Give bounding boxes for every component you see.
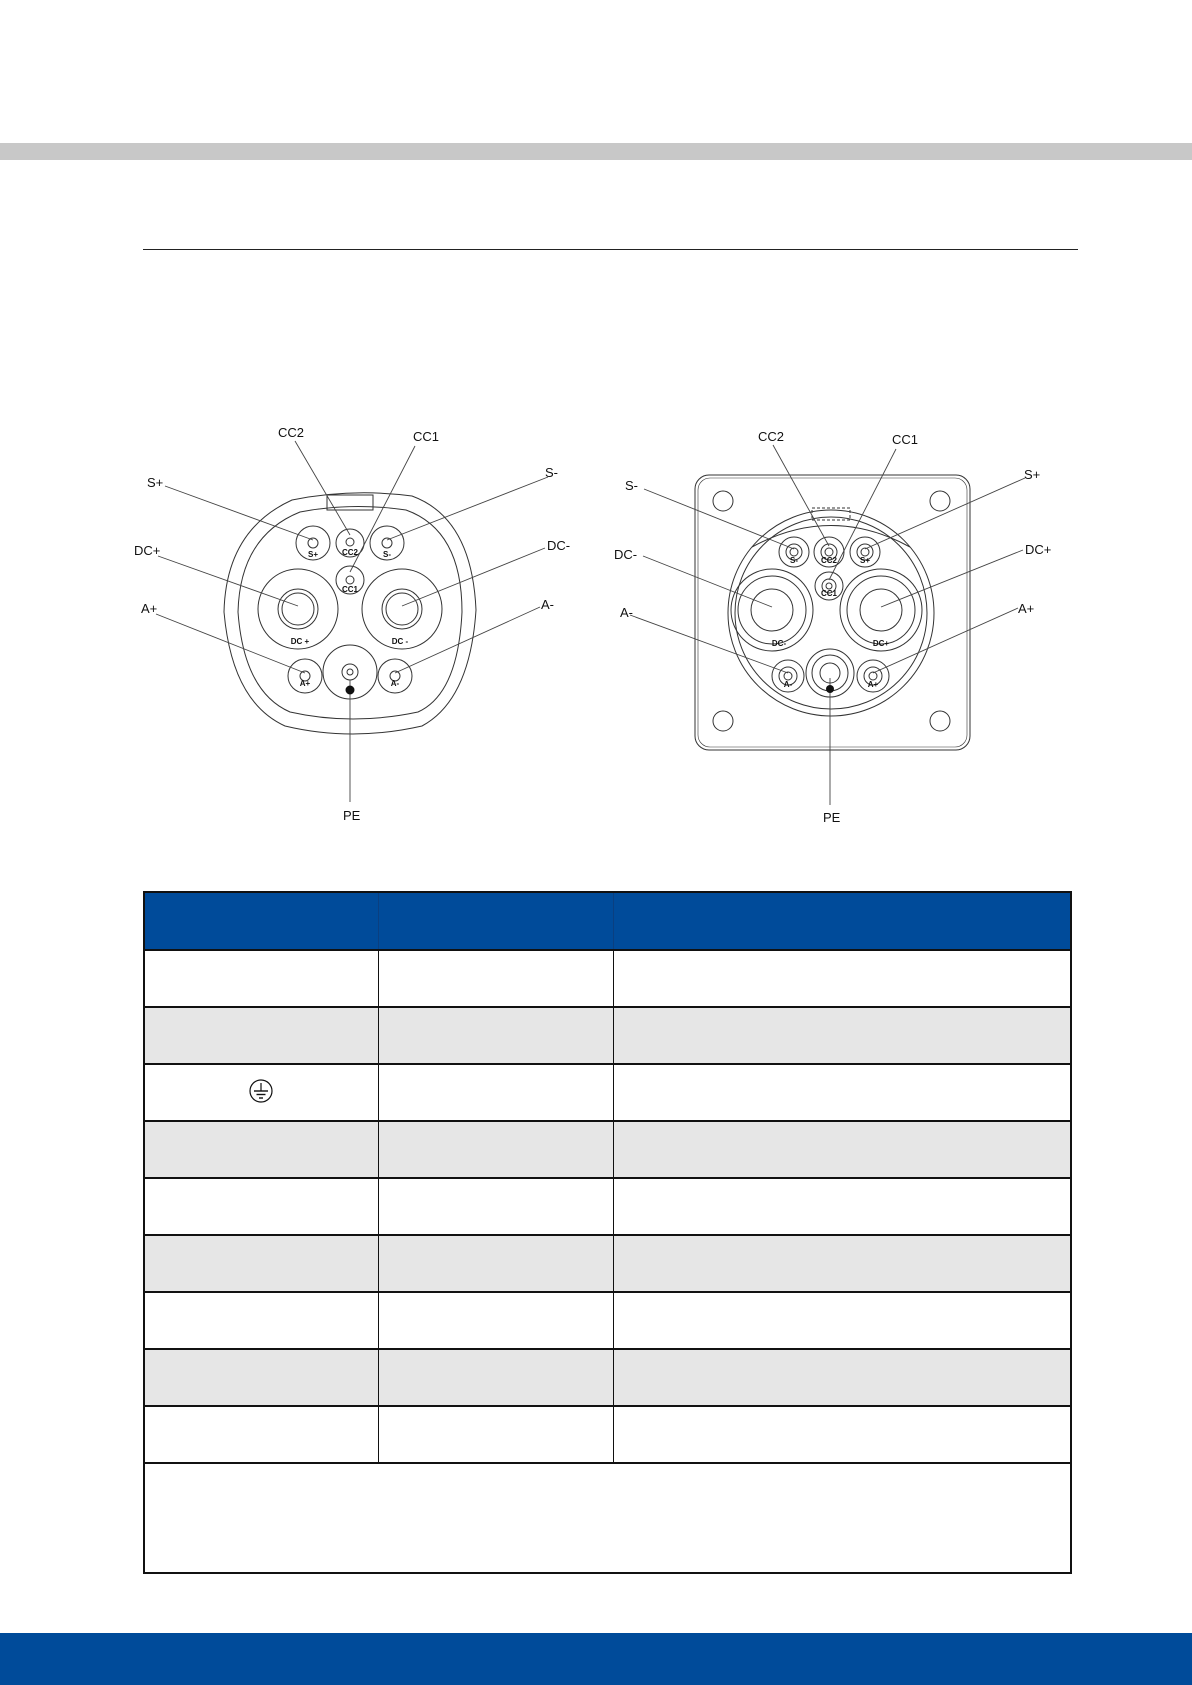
table-cell [144,950,378,1007]
left-label-pe: PE [343,808,361,823]
table-cell-ground [144,1064,378,1121]
right-connector-latch [812,508,850,520]
table-row [144,1292,1071,1349]
table-cell [613,1235,1071,1292]
table-cell [613,1292,1071,1349]
right-connector [630,445,1025,805]
left-label-s-minus: S- [545,465,558,480]
left-label-cc2: CC2 [278,425,305,440]
table-row [144,1007,1071,1064]
table-row [144,1406,1071,1463]
footer-band [0,1633,1192,1685]
table-header-row [144,892,1071,950]
right-mark-ground-icon [826,685,834,693]
right-label-a-plus: A+ [1018,601,1035,616]
left-mark-s-minus: S- [383,550,391,559]
left-connector-labels [134,425,570,823]
table-row [144,950,1071,1007]
left-mark-a-plus: A+ [299,679,311,688]
table-cell [613,950,1071,1007]
left-connector-housing [224,493,476,734]
table-cell [613,1121,1071,1178]
table-cell [144,1406,378,1463]
table-header-cell [378,892,613,950]
table-cell [613,1064,1071,1121]
table-row [144,1235,1071,1292]
table-cell [378,1064,613,1121]
table-header-cell [144,892,378,950]
table-cell [613,1007,1071,1064]
right-mark-dc-plus: DC+ [872,639,890,648]
left-mark-cc1: CC1 [341,585,359,594]
right-mark-s-minus: S- [790,556,798,565]
left-label-cc1: CC1 [413,429,440,444]
right-mark-cc2: CC2 [820,556,838,565]
pin-definition-table [143,891,1072,1574]
right-mark-dc-minus: DC- [771,639,787,648]
right-label-pe: PE [823,810,841,825]
left-connector-inner-wall [238,506,462,719]
table-header-cell [613,892,1071,950]
section-rule [143,249,1078,250]
table-cell [613,1349,1071,1406]
left-label-dc-minus: DC- [547,538,571,553]
right-mark-cc1: CC1 [820,589,838,598]
table-row [144,1064,1071,1121]
table-cell [378,1406,613,1463]
right-mark-a-plus: A+ [867,680,879,689]
right-label-s-plus: S+ [1024,467,1041,482]
right-mark-a-minus: A- [783,680,793,689]
left-mark-s-plus: S+ [307,550,319,559]
left-connector [156,441,548,802]
right-label-cc1: CC1 [892,432,919,447]
table-cell [378,1121,613,1178]
right-label-a-minus: A- [620,605,633,620]
left-label-dc-plus: DC+ [134,543,161,558]
left-mark-dc-minus: DC - [391,637,409,646]
table-cell [378,1007,613,1064]
table-cell [144,1121,378,1178]
table-row [144,1178,1071,1235]
left-label-s-plus: S+ [147,475,164,490]
table-cell [144,1007,378,1064]
left-mark-a-minus: A- [390,679,400,688]
left-mark-ground-icon [346,686,354,694]
table-cell [144,1292,378,1349]
right-connector-labels [614,429,1051,825]
protective-earth-icon [248,1078,274,1104]
left-label-a-minus: A- [541,597,554,612]
right-label-dc-plus: DC+ [1025,542,1052,557]
right-mark-s-plus: S+ [859,556,871,565]
table-row [144,1349,1071,1406]
table-cell [144,1235,378,1292]
right-connector-face [728,510,934,716]
right-connector-pin-marks [772,556,890,693]
table-cell [144,1178,378,1235]
table-cell [144,1349,378,1406]
table-cell [378,950,613,1007]
left-connector-latch [327,495,373,510]
table-cell [378,1349,613,1406]
right-label-s-minus: S- [625,478,638,493]
right-label-dc-minus: DC- [614,547,638,562]
left-connector-pin-marks [291,548,409,694]
table-cell [613,1178,1071,1235]
table-cell [378,1235,613,1292]
right-connector-flange [695,475,970,750]
table-cell [613,1406,1071,1463]
header-band [0,143,1192,160]
table-note [144,1463,1071,1573]
left-mark-cc2: CC2 [341,548,359,557]
table-row [144,1121,1071,1178]
right-label-cc2: CC2 [758,429,785,444]
left-label-a-plus: A+ [141,601,158,616]
table-note-row [144,1463,1071,1573]
left-mark-dc-plus: DC + [290,637,310,646]
table-cell [378,1292,613,1349]
table-cell [378,1178,613,1235]
